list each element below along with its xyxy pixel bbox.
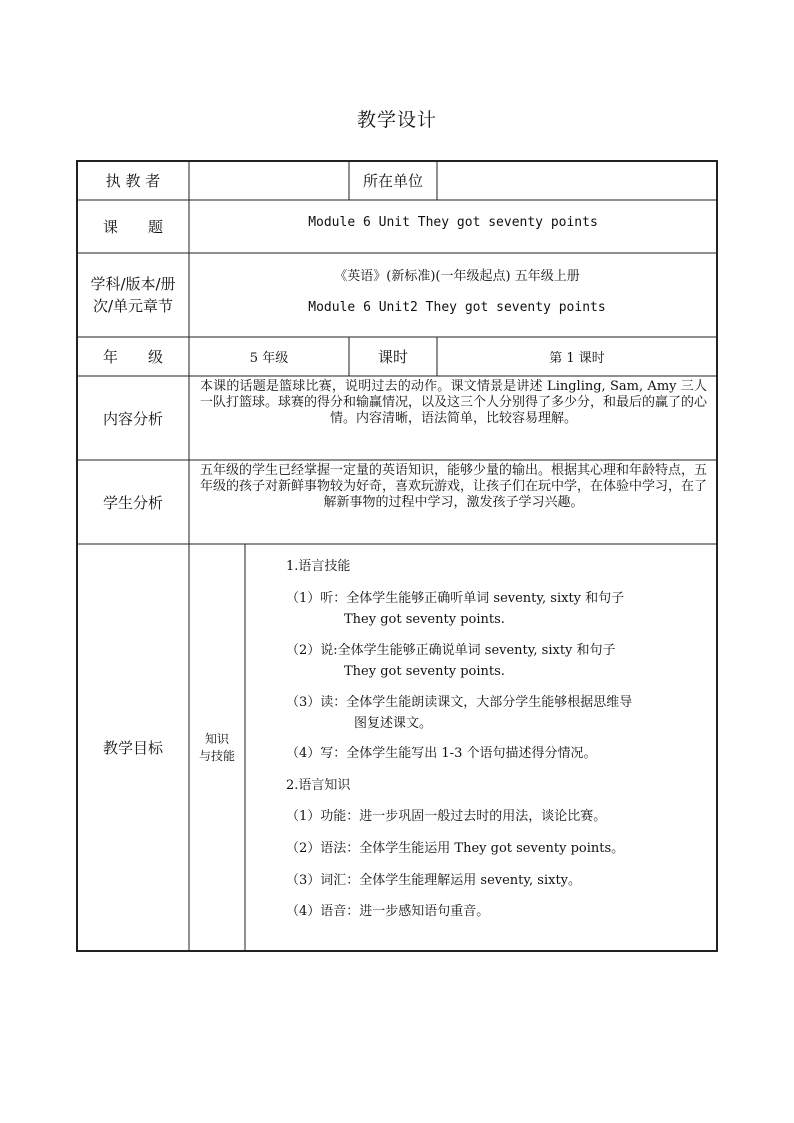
- goal-reading-cont: 图复述课文。: [354, 716, 433, 731]
- knowledge-skills-label-line-1: 知识: [204, 731, 229, 746]
- content-analysis-label: 内容分析: [102, 409, 163, 428]
- student-analysis-label: 学生分析: [102, 493, 163, 512]
- grade-label: 年 级: [102, 348, 163, 366]
- unit-value: [437, 161, 717, 200]
- teacher-label: 执 教 者: [105, 172, 161, 190]
- content-analysis-text: 本课的话题是篮球比赛，说明过去的动作。课文情景是讲述 Lingling, Sam, Amy 三人一队打篮球。球赛的得分和输赢情况，以及这三个人分别得了多少分，和最后的赢了的心情。内容清晰，语法简单，比较容易理解。: [200, 379, 708, 426]
- goal-heading-skills: 1.语言技能: [286, 559, 351, 574]
- goal-reading: （3）读：全体学生能朗读课文，大部分学生能够根据思维导: [286, 695, 633, 710]
- subject-value-line-2: Module 6 Unit2 They got seventy points: [308, 299, 606, 315]
- goal-listening-cont: They got seventy points.: [344, 612, 505, 627]
- goal-grammar: （2）语法：全体学生能运用 They got seventy points。: [286, 841, 625, 856]
- subject-label: [77, 253, 189, 337]
- knowledge-skills-label: [189, 544, 245, 951]
- subject-value-line-1: 《英语》(新标准)(一年级起点) 五年级上册: [334, 268, 580, 284]
- goal-speaking-cont: They got seventy points.: [344, 664, 505, 679]
- goal-writing: （4）写：全体学生能写出 1-3 个语句描述得分情况。: [286, 746, 597, 761]
- student-analysis-text: 五年级的学生已经掌握一定量的英语知识，能够少量的输出。根据其心理和年龄特点，五年级的孩子对新鲜事物较为好奇，喜欢玩游戏，让孩子们在玩中学，在体验中学习，在了解新事物的过程中学习，激发孩子学习兴趣。: [200, 463, 708, 510]
- page-title: 教学设计: [356, 109, 437, 131]
- grade-value: 5 年级: [249, 351, 289, 366]
- subject-label-line-2: 次/单元章节: [92, 297, 174, 315]
- goal-vocabulary: （3）词汇：全体学生能理解运用 seventy, sixty。: [286, 873, 582, 888]
- period-label: 课时: [377, 348, 408, 366]
- teacher-value: [189, 161, 349, 200]
- period-value: 第 1 课时: [549, 351, 605, 366]
- goal-heading-knowledge: 2.语言知识: [286, 778, 351, 793]
- topic-value: Module 6 Unit They got seventy points: [308, 214, 598, 230]
- subject-label-line-1: 学科/版本/册: [90, 275, 176, 293]
- goal-pronunciation: （4）语音：进一步感知语句重音。: [286, 904, 490, 919]
- goal-listening: （1）听：全体学生能够正确听单词 seventy, sixty 和句子: [286, 591, 625, 606]
- goal-speaking: （2）说:全体学生能够正确说单词 seventy, sixty 和句子: [286, 643, 616, 658]
- knowledge-skills-label-line-2: 与技能: [198, 748, 235, 763]
- unit-label: 所在单位: [362, 172, 423, 190]
- topic-label: 课 题: [102, 218, 163, 236]
- teaching-goals-label: 教学目标: [102, 739, 163, 757]
- goal-function: （1）功能：进一步巩固一般过去时的用法，谈论比赛。: [286, 809, 607, 824]
